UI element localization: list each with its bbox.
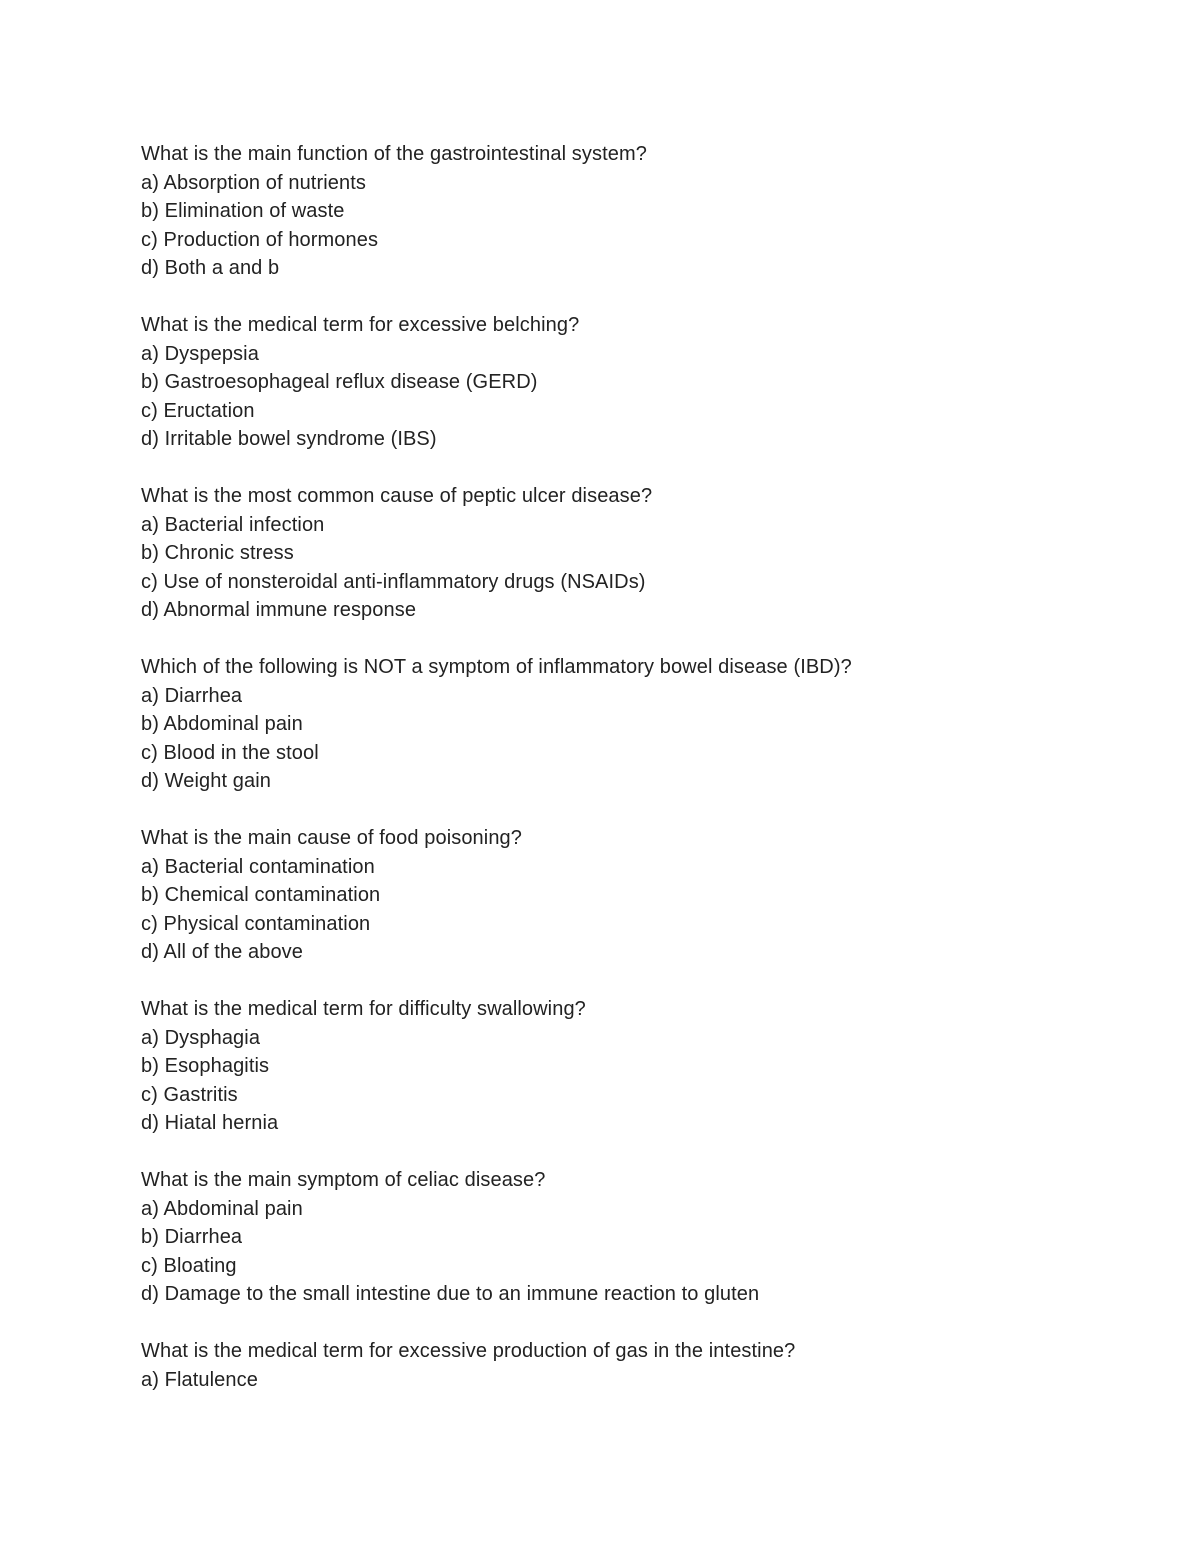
- answer-option: d) Damage to the small intestine due to an immune reaction to gluten: [141, 1283, 760, 1305]
- answer-option: c) Blood in the stool: [141, 741, 319, 764]
- question-8: [141, 1337, 1141, 1394]
- answer-option: d) Irritable bowel syndrome (IBS): [141, 428, 437, 450]
- answer-option: b) Chronic stress: [141, 542, 294, 564]
- question-2: [141, 311, 1141, 454]
- answer-option: b) Diarrhea: [141, 1226, 243, 1248]
- question-text: Which of the following is NOT a symptom of inflammatory bowel disease (IBD)?: [141, 656, 852, 678]
- question-text: What is the main cause of food poisoning?: [141, 827, 522, 849]
- question-7: [141, 1166, 1141, 1309]
- answer-option: c) Bloating: [141, 1254, 237, 1277]
- answer-option: c) Use of nonsteroidal anti-inflammatory drugs (NSAIDs): [141, 570, 646, 593]
- question-5: [141, 824, 1141, 967]
- answer-option: a) Dyspepsia: [141, 342, 259, 365]
- question-text: What is the medical term for difficulty swallowing?: [141, 998, 586, 1020]
- question-text: What is the main function of the gastrointestinal system?: [141, 143, 647, 165]
- answer-option: b) Elimination of waste: [141, 200, 345, 222]
- answer-option: d) Hiatal hernia: [141, 1112, 279, 1134]
- answer-option: c) Production of hormones: [141, 228, 379, 251]
- answer-option: d) Both a and b: [141, 257, 280, 279]
- answer-option: b) Abdominal pain: [141, 713, 303, 735]
- answer-option: c) Gastritis: [141, 1083, 238, 1106]
- answer-option: a) Bacterial infection: [141, 513, 325, 536]
- answer-option: a) Absorption of nutrients: [141, 171, 366, 194]
- answer-option: a) Dysphagia: [141, 1026, 261, 1049]
- answer-option: d) Weight gain: [141, 770, 271, 792]
- question-1: [141, 140, 1141, 283]
- answer-option: a) Diarrhea: [141, 684, 243, 707]
- answer-option: c) Eructation: [141, 399, 255, 422]
- document-page: [141, 140, 1141, 1423]
- question-text: What is the medical term for excessive production of gas in the intestine?: [141, 1340, 796, 1362]
- question-4: [141, 653, 1141, 796]
- answer-option: b) Chemical contamination: [141, 884, 381, 906]
- answer-option: d) Abnormal immune response: [141, 599, 417, 621]
- answer-option: a) Bacterial contamination: [141, 855, 375, 878]
- answer-option: b) Esophagitis: [141, 1055, 270, 1077]
- answer-option: d) All of the above: [141, 941, 304, 963]
- question-text: What is the main symptom of celiac disease?: [141, 1169, 546, 1191]
- answer-option: c) Physical contamination: [141, 912, 371, 935]
- answer-option: a) Flatulence: [141, 1368, 258, 1391]
- question-text: What is the medical term for excessive belching?: [141, 314, 580, 336]
- answer-option: b) Gastroesophageal reflux disease (GERD): [141, 371, 538, 393]
- question-3: [141, 482, 1141, 625]
- question-6: [141, 995, 1141, 1138]
- answer-option: a) Abdominal pain: [141, 1197, 303, 1220]
- question-text: What is the most common cause of peptic ulcer disease?: [141, 485, 653, 507]
